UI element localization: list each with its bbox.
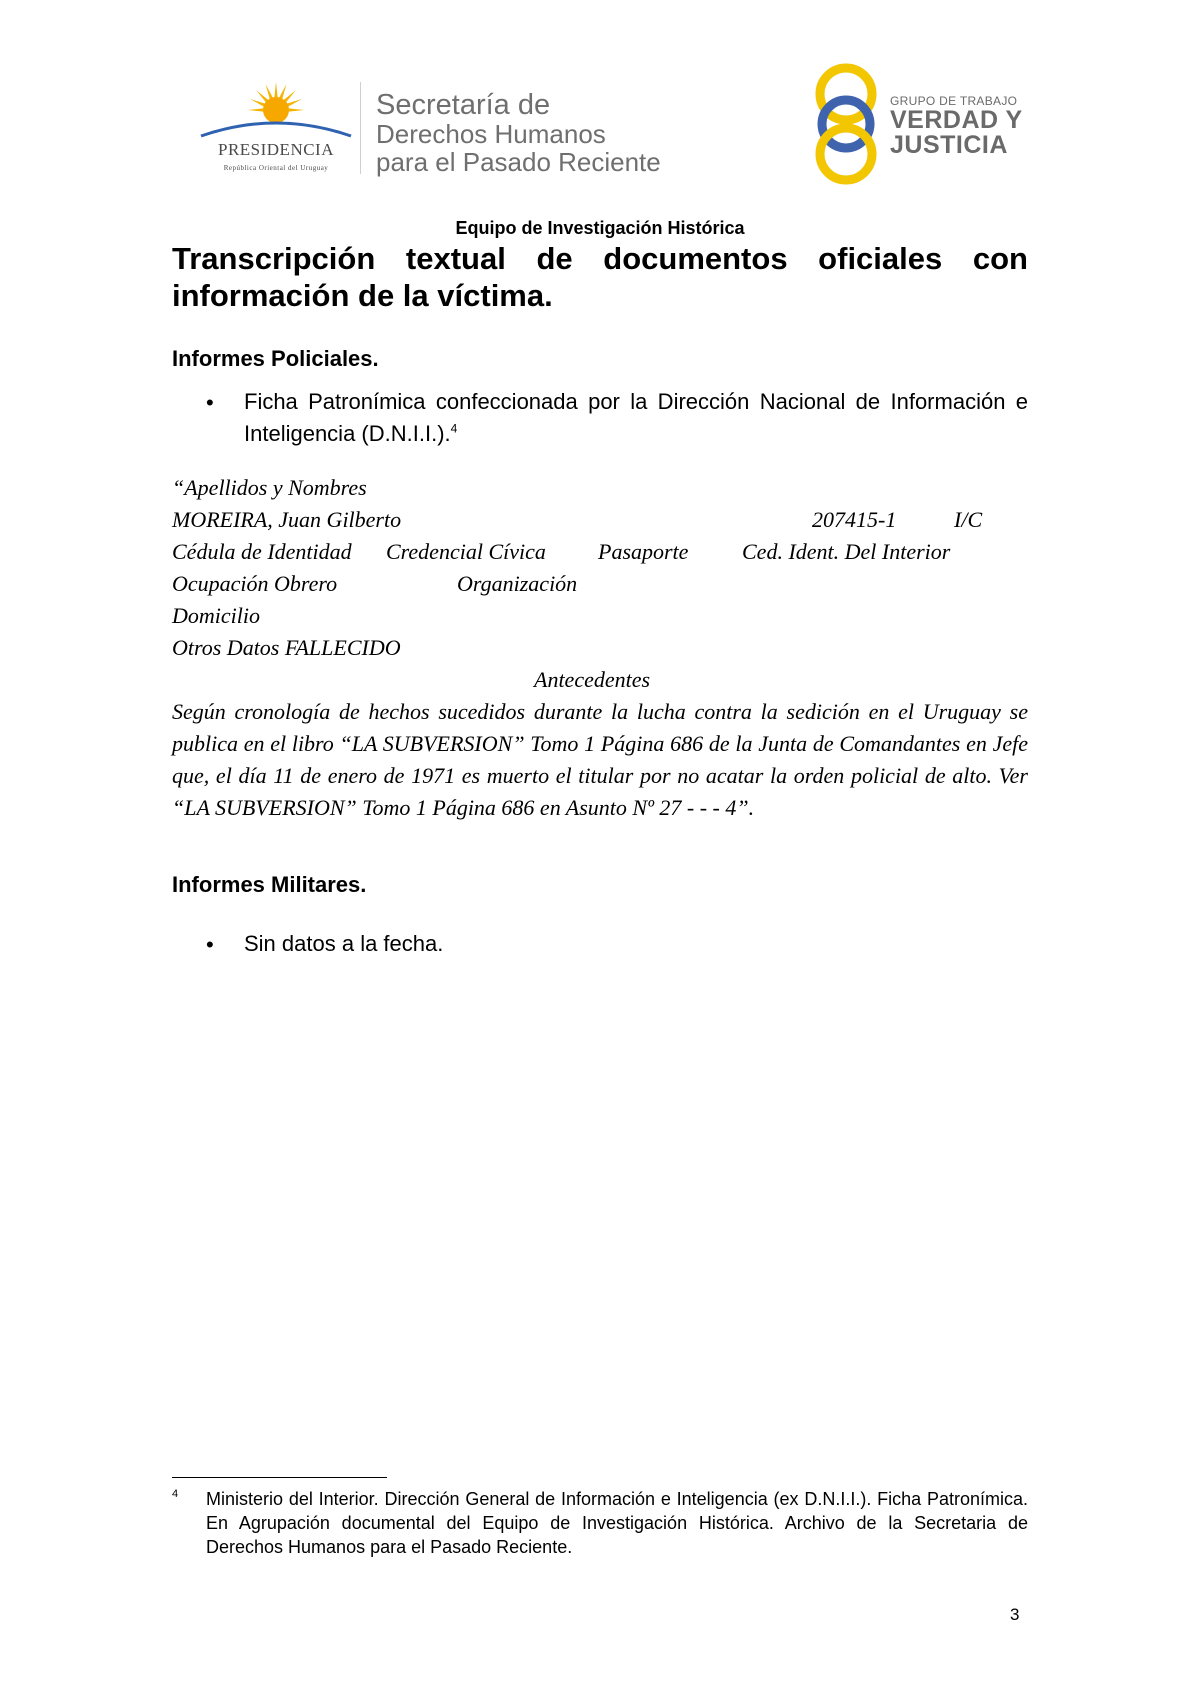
ficha-nombre: MOREIRA, Juan Gilberto xyxy=(172,507,402,532)
footnote-separator xyxy=(172,1477,387,1478)
page-number: 3 xyxy=(1010,1605,1020,1624)
ficha-antecedentes-text: Según cronología de hechos sucedidos durante la lucha contra la sedición en el Uruguay se publica en el libro “LA SUBVERSION” Tomo 1 Página 686 de la Junta de Comandantes en Jefe que, el día 11 de enero de 1971 es muerto el titular por no acatar la orden policial de alto. Ver “LA SUBVERSION” Tomo 1 Página 686 en Asunto Nº 27 - - - 4”. xyxy=(172,699,1028,820)
sun-emblem-icon xyxy=(196,80,356,142)
ficha-antecedentes-label: Antecedentes xyxy=(534,667,651,692)
team-heading: Equipo de Investigación Histórica xyxy=(455,218,745,238)
footnote-ref[interactable]: 4 xyxy=(450,421,458,436)
secretaria-line-2: Derechos Humanos xyxy=(376,119,606,149)
grupo-line-3: JUSTICIA xyxy=(890,131,1008,159)
ficha-credencial: Credencial Cívica xyxy=(386,539,546,564)
presidencia-logo xyxy=(196,80,356,175)
grupo-trabajo-title xyxy=(890,94,1023,158)
ficha-ced-interior: Ced. Ident. Del Interior xyxy=(742,539,951,564)
bullet-icon: • xyxy=(206,390,214,415)
page-title: Transcripción textual de documentos oficiales con información de la víctima. xyxy=(172,241,1028,313)
secretaria-line-1: Secretaría de xyxy=(376,89,551,121)
footnote-number: 4 xyxy=(172,1488,179,1500)
ficha-apellidos-label: “Apellidos y Nombres xyxy=(172,475,367,500)
header-divider xyxy=(360,82,361,174)
ficha-ocupacion: Ocupación Obrero xyxy=(172,571,338,596)
secretaria-title xyxy=(376,90,661,176)
bullet-icon: • xyxy=(206,932,214,957)
presidencia-name: PRESIDENCIA xyxy=(217,140,334,159)
ficha-otros-datos: Otros Datos FALLECIDO xyxy=(172,635,401,660)
footnote-text: Ministerio del Interior. Dirección General de Información e Inteligencia (ex D.N.I.I.). Ficha Patronímica. En Agrupación documental del Equipo de Investigación Histórica. Archivo de la Secretaria de Derechos Humanos para el Pasado Reciente. xyxy=(206,1489,1028,1557)
policiales-bullet-text xyxy=(244,386,1028,450)
informes-militares-heading: Informes Militares. xyxy=(172,872,367,897)
grupo-line-2: VERDAD Y xyxy=(890,106,1023,134)
secretaria-line-3: para el Pasado Reciente xyxy=(376,147,661,177)
presidencia-subtitle: República Oriental del Uruguay xyxy=(223,164,329,172)
ficha-numero: 207415-1 xyxy=(812,507,897,532)
ficha-organizacion: Organización xyxy=(457,571,578,596)
ficha-pasaporte: Pasaporte xyxy=(598,539,689,564)
policiales-bullet-content: Ficha Patronímica confeccionada por la Dirección Nacional de Información e Inteligencia (D.N.I.I.). xyxy=(244,389,1028,446)
ficha-ic: I/C xyxy=(954,507,983,532)
informes-policiales-heading: Informes Policiales. xyxy=(172,346,379,371)
ficha-domicilio: Domicilio xyxy=(172,603,260,628)
militares-bullet-text: Sin datos a la fecha. xyxy=(244,931,444,956)
ficha-cedula: Cédula de Identidad xyxy=(172,539,352,564)
grupo-line-1: GRUPO DE TRABAJO xyxy=(890,94,1018,108)
